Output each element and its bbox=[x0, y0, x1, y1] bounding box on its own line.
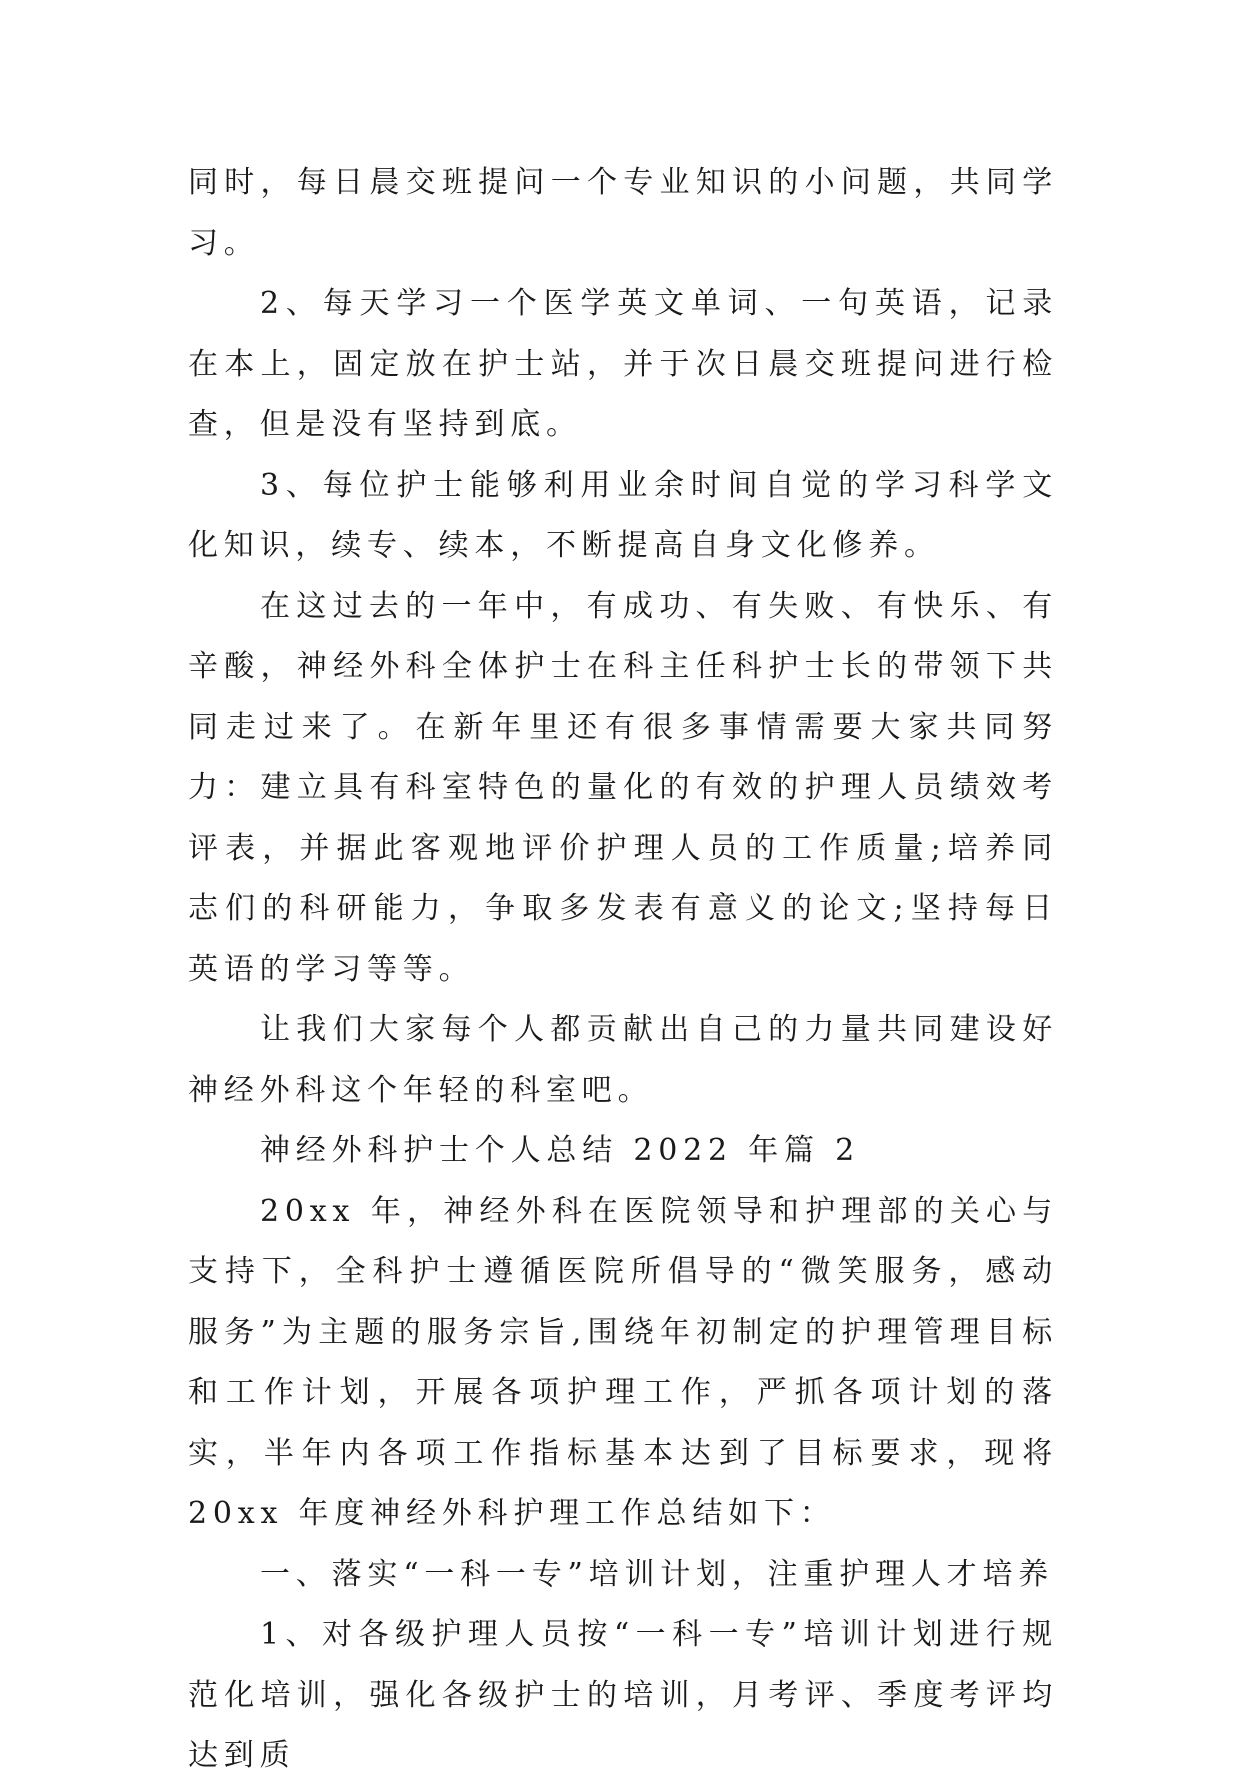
subsection-heading: 一、落实“一科一专”培训计划，注重护理人才培养 bbox=[260, 1556, 1055, 1592]
document-body bbox=[188, 153, 1058, 1787]
paragraph-2: 2、每天学习一个医学英文单词、一句英语，记录在本上，固定放在护士站，并于次日晨交班提问进行检查，但是没有坚持到底。 bbox=[188, 286, 1058, 442]
section-heading: 神经外科护士个人总结 2022 年篇 2 bbox=[260, 1133, 861, 1168]
paragraph-1: 同时，每日晨交班提问一个专业知识的小问题，共同学习。 bbox=[188, 165, 1058, 261]
paragraph-9: 1、对各级护理人员按“一科一专”培训计划进行规范化培训，强化各级护士的培训，月考评、季度考评均达到质 bbox=[188, 1617, 1058, 1773]
paragraph-4: 在这过去的一年中，有成功、有失败、有快乐、有辛酸，神经外科全体护士在科主任科护士长的带领下共同走过来了。在新年里还有很多事情需要大家共同努力：建立具有科室特色的量化的有效的护理人员绩效考评表，并据此客观地评价护理人员的工作质量;培养同志们的科研能力，争取多发表有意义的论文;坚持每日英语的学习等等。 bbox=[188, 588, 1058, 987]
paragraph-7: 20xx 年，神经外科在医院领导和护理部的关心与支持下，全科护士遵循医院所倡导的“微笑服务，感动服务”为主题的服务宗旨,围绕年初制定的护理管理目标和工作计划，开展各项护理工作，严抓各项计划的落实，半年内各项工作指标基本达到了目标要求，现将 20xx 年度神经外科护理工作总结如下： bbox=[188, 1193, 1058, 1531]
paragraph-3: 3、每位护士能够利用业余时间自觉的学习科学文化知识，续专、续本，不断提高自身文化修养。 bbox=[188, 467, 1058, 563]
paragraph-5: 让我们大家每个人都贡献出自己的力量共同建设好神经外科这个年轻的科室吧。 bbox=[188, 1012, 1058, 1108]
